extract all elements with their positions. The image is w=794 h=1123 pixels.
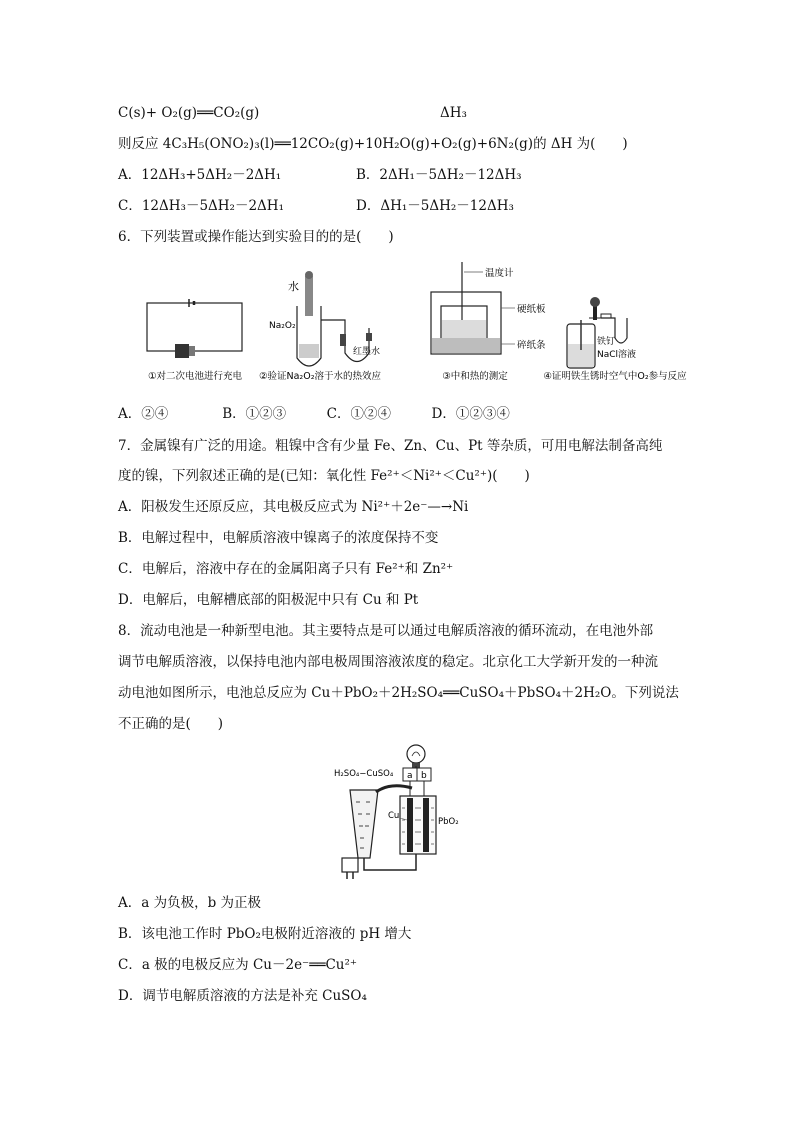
q7-option-a: A．阳极发生还原反应，其电极反应式为 Ni²⁺＋2e⁻—→Ni <box>118 499 469 515</box>
red-ink-label: 红墨水 <box>353 347 381 357</box>
cardboard-label: 硬纸板 <box>517 304 546 315</box>
q8-option-d: D．调节电解质溶液的方法是补充 CuSO₄ <box>118 988 367 1004</box>
equation-3: C(s)+ O₂(g)══CO₂(g) <box>118 105 260 121</box>
q5-stem: 则反应 4C₃H₅(ONO₂)₃(l)══12CO₂(g)+10H₂O(g)+O₂(g)+6N₂(g)的 ΔH 为( ) <box>118 136 628 152</box>
q6-stem: 6．下列装置或操作能达到实验目的的是( ) <box>118 229 394 245</box>
q7-option-d: D．电解后，电解槽底部的阳极泥中只有 Cu 和 Pt <box>118 592 419 608</box>
q8-option-b: B．该电池工作时 PbO₂电极附近溶液的 pH 增大 <box>118 926 412 942</box>
q5-option-a: A．12ΔH₃+5ΔH₂－2ΔH₁ <box>118 167 282 183</box>
q8-stem-line1: 8．流动电池是一种新型电池。其主要特点是可以通过电解质溶液的循环流动，在电池外部 <box>118 623 654 639</box>
flow-battery-figure <box>330 740 480 886</box>
q5-option-c: C．12ΔH₃－5ΔH₂－2ΔH₁ <box>118 198 284 214</box>
circuit-diagram <box>147 299 242 358</box>
q6-apparatus-figure <box>135 258 695 388</box>
equation-3-enthalpy: ΔH₃ <box>440 105 467 121</box>
q5-option-b: B．2ΔH₁－5ΔH₂－12ΔH₃ <box>356 167 522 183</box>
electrolyte-label: H₂SO₄−CuSO₄ <box>334 769 394 779</box>
caption-3: ③中和热的测定 <box>442 371 508 382</box>
na2o2-apparatus <box>269 271 380 366</box>
pump-icon <box>342 858 358 872</box>
q5-option-d: D．ΔH₁－5ΔH₂－12ΔH₃ <box>356 198 514 214</box>
terminal-a: a <box>407 771 413 781</box>
rusting-apparatus <box>567 297 636 368</box>
caption-2: ②验证Na₂O₂溶于水的热效应 <box>258 371 382 382</box>
q8-option-c: C．a 极的电极反应为 Cu－2e⁻══Cu²⁺ <box>118 957 358 973</box>
cu-electrode-label: Cu <box>388 811 400 821</box>
iron-nail-label: 铁钉 <box>597 337 616 347</box>
q7-stem-line1: 7．金属镍有广泛的用途。粗镍中含有少量 Fe、Zn、Cu、Pt 等杂质，可用电解法制备高纯 <box>118 438 663 454</box>
q7-option-c: C．电解后，溶液中存在的金属阳离子只有 Fe²⁺和 Zn²⁺ <box>118 561 454 577</box>
terminal-b: b <box>421 771 427 781</box>
q8-stem-line2: 调节电解质溶液，以保持电池内部电极周围溶液浓度的稳定。北京化工大学新开发的一种流 <box>118 654 658 670</box>
na2o2-label: Na₂O₂ <box>269 321 296 331</box>
paper-scraps-label: 碎纸条 <box>517 340 546 351</box>
caption-1: ①对二次电池进行充电 <box>147 371 243 382</box>
q7-stem-line2: 度的镍，下列叙述正确的是(已知：氧化性 Fe²⁺＜Ni²⁺＜Cu²⁺)( ) <box>118 468 530 484</box>
q8-stem-line3: 动电池如图所示，电池总反应为 Cu＋PbO₂＋2H₂SO₄══CuSO₄＋PbSO₄＋2H₂O。下列说法 <box>118 685 679 701</box>
pbo2-electrode-label: PbO₂ <box>438 817 459 827</box>
q8-stem-line4: 不正确的是( ) <box>118 716 224 732</box>
battery-icon <box>175 344 189 358</box>
bulb-icon <box>407 745 425 768</box>
q8-option-a: A．a 为负极，b 为正极 <box>118 895 262 911</box>
thermometer-label: 温度计 <box>485 268 514 279</box>
nacl-label: NaCl溶液 <box>597 350 637 360</box>
calorimeter <box>431 262 546 354</box>
water-label: 水 <box>288 280 299 293</box>
q7-option-b: B．电解过程中，电解质溶液中镍离子的浓度保持不变 <box>118 530 439 546</box>
caption-4: ④证明铁生锈时空气中O₂参与反应 <box>543 371 687 382</box>
q6-options: A．②④ B．①②③ C．①②④ D．①②③④ <box>118 406 510 422</box>
